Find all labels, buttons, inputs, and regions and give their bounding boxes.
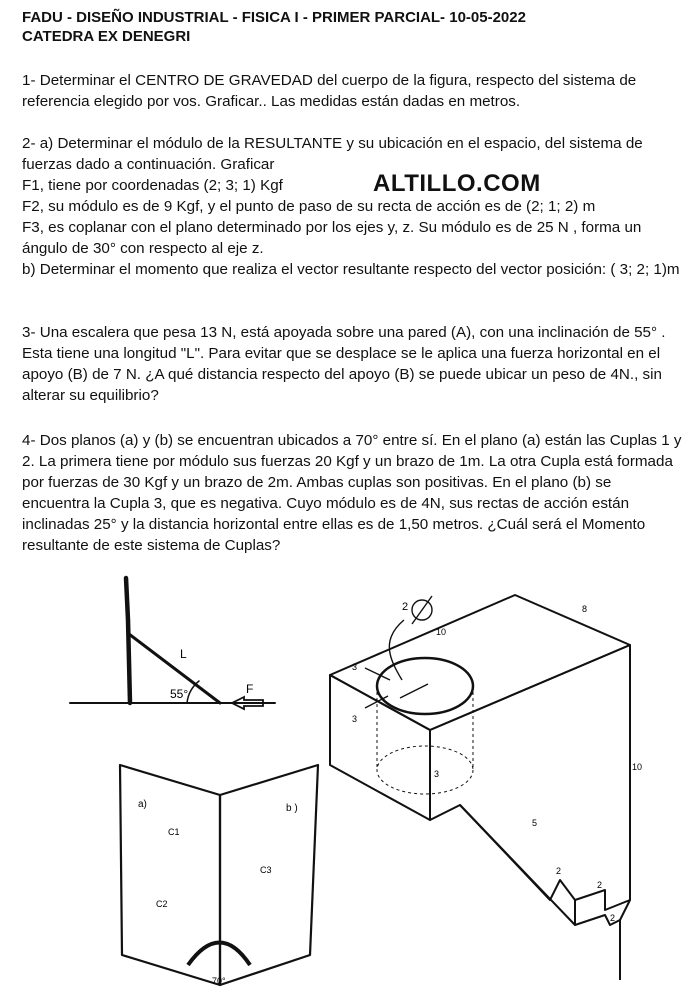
angle-70-label: 70° <box>212 976 226 986</box>
solid-figure <box>320 580 700 990</box>
question-1-text: 1- Determinar el CENTRO DE GRAVEDAD del cuerpo de la figura, respecto del sistema de referencia elegido por vos. Graficar.. Las medidas están dadas en metros. <box>22 72 637 110</box>
diameter-leader <box>389 620 404 680</box>
ladder-angle-label: 55° <box>170 687 189 701</box>
c2-label: C2 <box>156 899 168 909</box>
question-2-line-1: 2- a) Determinar el módulo de la RESULTANTE y su ubicación en el espacio, del sistema de fuerzas dado a continuación. Graficar <box>22 135 643 173</box>
slant-5-label: 5 <box>532 818 538 828</box>
question-2-line-5: b) Determinar el momento que realiza el vector resultante respecto del vector posición: ( 3; 2; 1)m <box>22 261 680 278</box>
width-8-label: 8 <box>582 604 588 614</box>
question-4-text: 4- Dos planos (a) y (b) se encuentran ubicados a 70° entre sí. En el plano (a) están las Cuplas 1 y 2. La primera tiene por módulo sus fuerzas 20 Kgf y un brazo de 1m. La otra Cupla está formada por fuerzas de 30 Kgf y un brazo de 2m. Ambas cuplas son positivas. En el plano (b) se encuentra la Cupla 3, que es negativa. Cuyo módulo es de 4N, sus rectas de acción están inclinadas 25° y la distancia horizontal entre ellas es de 1,50 metros. ¿Cuál será el Momento resultante de este sistema de Cuplas? <box>22 432 682 554</box>
wall <box>126 578 130 703</box>
force-label: F <box>246 682 254 696</box>
c1-label: C1 <box>168 827 180 837</box>
ladder-length-label: L <box>180 647 187 661</box>
question-2 <box>22 133 682 280</box>
radius-line <box>400 684 428 698</box>
plane-a <box>120 765 220 985</box>
step-2b-label: 2 <box>597 880 603 890</box>
exam-title: FADU - DISEÑO INDUSTRIAL - FISICA I - PRIMER PARCIAL- 10-05-2022 <box>22 9 526 26</box>
question-2-line-2: F1, tiene por coordenadas (2; 3; 1) Kgf <box>22 177 283 194</box>
right-face <box>430 645 630 910</box>
plane-b-label: b ) <box>286 803 298 814</box>
plane-b <box>220 765 318 985</box>
block-3c-label: 3 <box>434 769 440 779</box>
block-3a-label: 3 <box>352 662 358 672</box>
c3-label: C3 <box>260 865 272 875</box>
question-1 <box>22 70 682 112</box>
block-3b-label: 3 <box>352 714 358 724</box>
step-2c-label: 2 <box>610 913 616 923</box>
question-2-line-4: F3, es coplanar con el plano determinado por los ejes y, z. Su módulo es de 25 N , forma un ángulo de 30° con respecto al eje z. <box>22 219 642 257</box>
plane-a-label: a) <box>138 799 147 810</box>
watermark: ALTILLO.COM <box>373 170 541 197</box>
question-3-text: 3- Una escalera que pesa 13 N, está apoyada sobre una pared (A), con una inclinación de 55° . Esta tiene una longitud "L". Para evitar que se desplace se le aplica una fuerza horizontal en el apoyo (B) de 7 N. ¿A qué distancia respecto del apoyo (B) se puede ubicar un peso de 4N., sin alterar su equilibrio? <box>22 324 666 404</box>
question-2-line-3: F2, su módulo es de 9 Kgf, y el punto de paso de su recta de acción es de (2; 1; 2) m <box>22 198 596 215</box>
question-4 <box>22 430 682 556</box>
ladder-figure <box>60 570 280 730</box>
cylinder-bottom <box>377 746 473 794</box>
exam-header <box>22 8 526 46</box>
step-2a-label: 2 <box>556 866 562 876</box>
exam-chair: CATEDRA EX DENEGRI <box>22 28 191 45</box>
planes-figure <box>100 745 340 990</box>
height-10-label: 10 <box>632 762 643 772</box>
question-3 <box>22 322 682 406</box>
top-depth-label: 10 <box>436 627 447 637</box>
diameter-label: 2 <box>402 601 409 613</box>
